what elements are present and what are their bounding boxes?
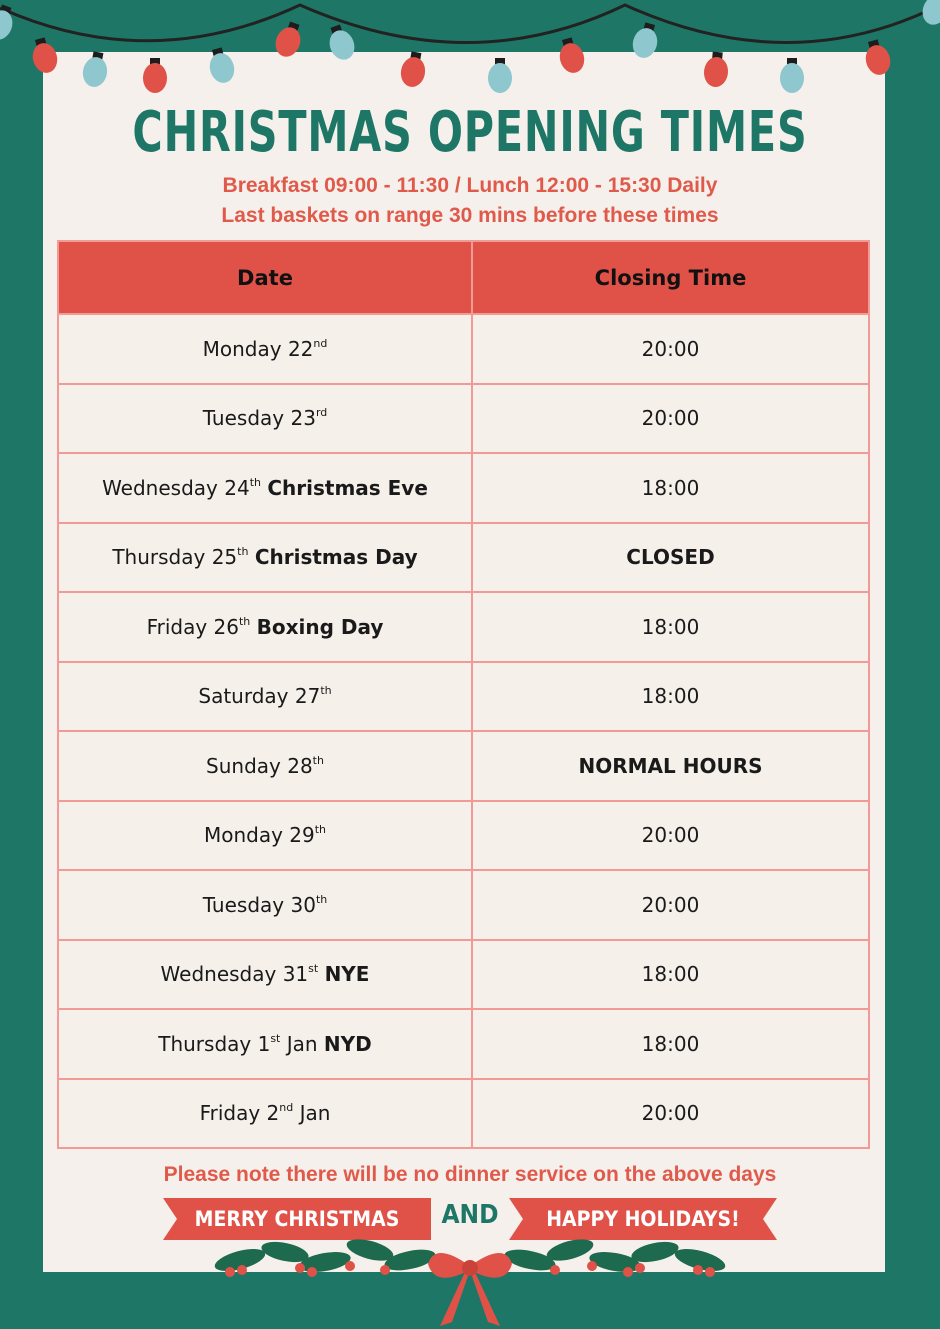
date-ordinal: rd xyxy=(315,406,328,420)
light-bulb-icon xyxy=(81,50,111,89)
closing-time-cell: 18:00 xyxy=(472,1009,869,1079)
date-ordinal: st xyxy=(308,962,319,976)
light-bulb-icon xyxy=(0,2,18,43)
date-cell xyxy=(58,523,472,593)
date-month: Jan xyxy=(293,1101,331,1126)
date-ordinal: th xyxy=(312,753,324,767)
date-day: Sunday 28 xyxy=(206,753,313,778)
merry-christmas-banner xyxy=(163,1198,431,1240)
date-ordinal: st xyxy=(270,1031,281,1045)
string-lights-icon xyxy=(0,0,940,110)
happy-holidays-text: HAPPY HOLIDAYS! xyxy=(546,1207,740,1231)
date-cell xyxy=(58,870,472,940)
holiday-label: Christmas Day xyxy=(254,545,418,570)
light-bulb-icon xyxy=(703,51,730,88)
light-bulb-icon xyxy=(399,50,429,89)
light-bulb-icon xyxy=(861,38,893,78)
table-row xyxy=(58,523,869,593)
date-ordinal: th xyxy=(314,823,327,837)
light-bulb-icon xyxy=(324,22,359,63)
date-day: Monday 29 xyxy=(203,823,315,848)
date-ordinal: th xyxy=(249,475,261,489)
dinner-service-note: Please note there will be no dinner service on the above days xyxy=(163,1163,777,1186)
table-row xyxy=(58,870,869,940)
date-ordinal: th xyxy=(237,545,249,559)
holiday-label: Christmas Eve xyxy=(267,475,428,500)
date-ordinal: nd xyxy=(279,1101,294,1115)
light-bulb-icon xyxy=(555,36,587,76)
date-day: Monday 22 xyxy=(202,336,314,361)
date-ordinal: nd xyxy=(313,336,328,350)
last-baskets-subtitle: Last baskets on range 30 mins before these times xyxy=(221,204,719,227)
date-ordinal: th xyxy=(315,892,328,906)
date-day: Tuesday 23 xyxy=(202,406,316,431)
table-row xyxy=(58,940,869,1010)
date-day: Wednesday 31 xyxy=(160,962,309,987)
table-row xyxy=(58,592,869,662)
table-row xyxy=(58,801,869,871)
table-row xyxy=(58,1079,869,1149)
date-cell xyxy=(58,662,472,732)
merry-christmas-text: MERRY CHRISTMAS xyxy=(194,1207,400,1231)
closing-time-cell: CLOSED xyxy=(472,523,869,593)
date-cell xyxy=(58,940,472,1010)
closing-time-column-header: Closing Time xyxy=(472,241,869,314)
date-cell xyxy=(58,314,472,384)
red-bow-icon xyxy=(428,1253,512,1326)
page-title: CHRISTMAS OPENING TIMES xyxy=(132,100,808,165)
closing-time-cell: 20:00 xyxy=(472,870,869,940)
date-cell xyxy=(58,801,472,871)
holiday-label: NYD xyxy=(323,1031,372,1056)
date-cell xyxy=(58,1079,472,1149)
date-cell xyxy=(58,731,472,801)
date-day: Wednesday 24 xyxy=(102,475,250,500)
date-day: Friday 2 xyxy=(199,1101,280,1126)
closing-time-cell: 18:00 xyxy=(472,940,869,1010)
table-row xyxy=(58,314,869,384)
light-bulb-icon xyxy=(488,58,512,93)
date-cell xyxy=(58,592,472,662)
closing-time-cell: 18:00 xyxy=(472,453,869,523)
light-bulb-icon xyxy=(28,36,60,76)
light-bulb-icon xyxy=(780,58,804,93)
date-cell xyxy=(58,1009,472,1079)
table-row xyxy=(58,384,869,454)
date-column-header: Date xyxy=(58,241,472,314)
closing-time-cell: NORMAL HOURS xyxy=(472,731,869,801)
light-bulb-icon xyxy=(205,46,237,86)
date-cell xyxy=(58,453,472,523)
opening-times-table xyxy=(57,240,870,1149)
date-day: Thursday 25 xyxy=(112,545,238,570)
and-text: AND xyxy=(441,1200,499,1230)
happy-holidays-banner xyxy=(509,1198,777,1240)
table-row xyxy=(58,1009,869,1079)
date-day: Friday 26 xyxy=(146,614,239,639)
closing-time-cell: 20:00 xyxy=(472,384,869,454)
closing-time-cell: 18:00 xyxy=(472,662,869,732)
light-bulb-icon xyxy=(143,58,167,93)
date-ordinal: th xyxy=(320,684,332,698)
date-day: Tuesday 30 xyxy=(202,892,316,917)
table-row xyxy=(58,662,869,732)
table-header-row xyxy=(58,241,869,314)
light-bulb-icon xyxy=(272,19,307,60)
date-day: Thursday 1 xyxy=(158,1031,271,1056)
table-row xyxy=(58,731,869,801)
holly-garland-icon xyxy=(200,1236,740,1329)
holiday-label: NYE xyxy=(324,962,370,987)
date-month: Jan xyxy=(280,1031,318,1056)
date-cell xyxy=(58,384,472,454)
closing-time-cell: 20:00 xyxy=(472,801,869,871)
date-ordinal: th xyxy=(238,614,251,628)
holiday-label: Boxing Day xyxy=(256,614,384,639)
light-bulb-icon xyxy=(630,21,662,61)
closing-time-cell: 20:00 xyxy=(472,1079,869,1149)
closing-time-cell: 18:00 xyxy=(472,592,869,662)
meal-times-subtitle: Breakfast 09:00 - 11:30 / Lunch 12:00 - 15:30 Daily xyxy=(222,174,718,197)
closing-time-cell: 20:00 xyxy=(472,314,869,384)
date-day: Saturday 27 xyxy=(198,684,321,709)
table-row xyxy=(58,453,869,523)
